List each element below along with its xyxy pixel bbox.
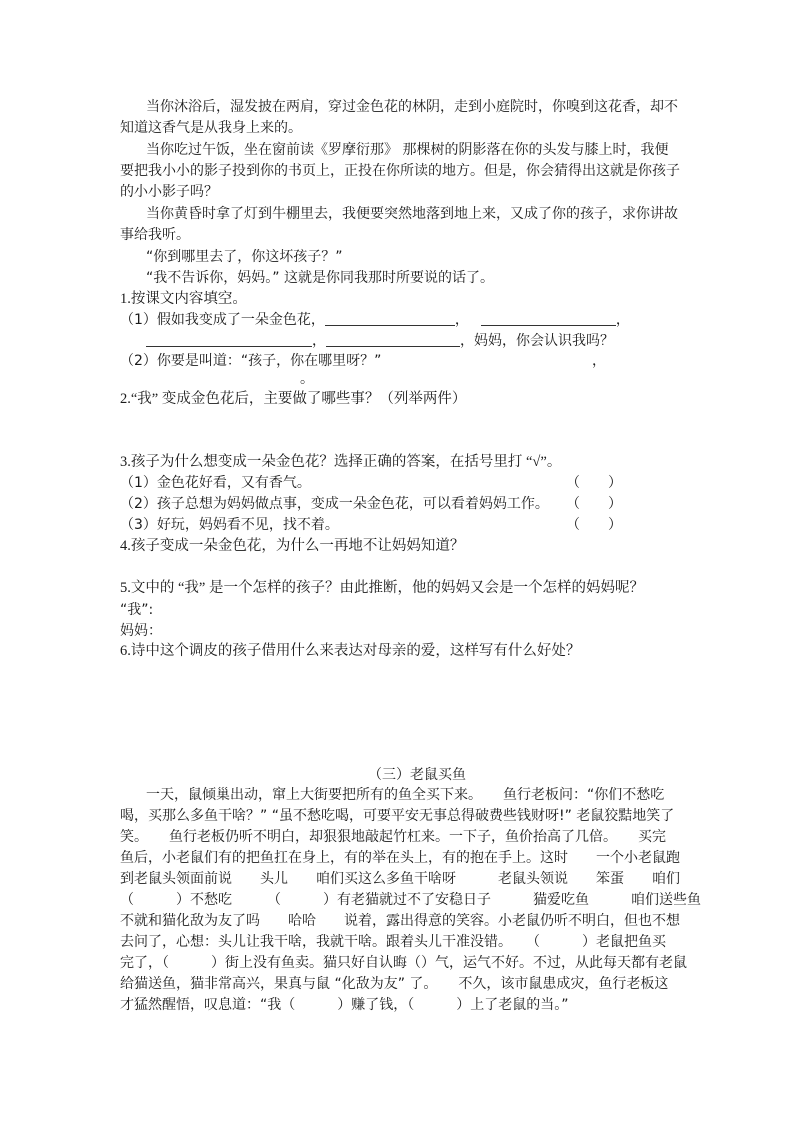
- q1-1-text: （1）假如我变成了一朵金色花，: [120, 312, 325, 328]
- option-1: （1）金色花好看，又有香气。: [120, 475, 311, 491]
- passage-line: 当你吃过午饭，坐在窗前读《罗摩衍那》 那棵树的阴影落在你的头发与膝上时，我便: [146, 142, 669, 158]
- question-5: 5.文中的 “我” 是一个怎样的孩子？由此推断，他的妈妈又会是一个怎样的妈妈呢？: [120, 580, 644, 596]
- story-title: （三）老鼠买鱼: [368, 767, 466, 783]
- question-5-me-label: “我”:: [120, 602, 154, 618]
- answer-blank[interactable]: [325, 311, 455, 326]
- passage-line: 当你黄昏时拿了灯到牛棚里去，我便要突然地落到地上来，又成了你的孩子，求你讲故: [146, 206, 678, 222]
- passage-line: 当你沐浴后，湿发披在两肩，穿过金色花的林阴，走到小庭院时，你嗅到这花香，却不: [146, 99, 678, 115]
- comma: ，: [615, 312, 630, 328]
- q1-2-text: （2）你要是叫道：“孩子，你在哪里呀？”: [120, 353, 382, 369]
- q1-1-end: ，妈妈，你会认识我吗？: [460, 333, 614, 349]
- option-3-bracket[interactable]: （ ）: [566, 517, 622, 533]
- question-1-2: [120, 351, 381, 371]
- answer-blank[interactable]: [481, 311, 616, 326]
- passage-line: 要把我小小的影子投到你的书页上，正投在你所读的地方。但是，你会猜得出这就是你孩子: [120, 163, 680, 179]
- story-line: 才猛然醒悟，叹息道：“我（ ）赚了钱，（ ）上了老鼠的当。”: [120, 997, 569, 1013]
- dialogue-line: “你到哪里去了，你这坏孩子？”: [146, 249, 343, 265]
- answer-blank[interactable]: [146, 332, 312, 347]
- story-line: （ ）不愁吃 （ ）有老猫就过不了安稳日子 猫爱吃鱼 咱们送些鱼: [120, 892, 701, 908]
- comma: ，: [592, 353, 606, 369]
- story-line: 完了，（ ）街上没有鱼卖。猫只好自认晦（）气，运气不好。不过，从此每天都有老鼠: [120, 955, 687, 971]
- comma: ，: [454, 312, 469, 328]
- story-line: 到老鼠头领面前说 头儿 咱们买这么多鱼干啥呀 老鼠头领说 笨蛋 咱们: [120, 871, 680, 887]
- question-2: 2.“我” 变成金色花后，主要做了哪些事？（列举两件）: [120, 391, 467, 407]
- passage-line: 知道这香气是从我身上来的。: [120, 120, 302, 136]
- passage-line: 事给我听。: [120, 227, 190, 243]
- story-line: 去问了，心想：头儿让我干啥，我就干啥。跟着头儿干准没错。 （ ）老鼠把鱼买: [120, 934, 666, 950]
- question-5-mom-label: 妈妈：: [120, 623, 162, 639]
- option-2: （2）孩子总想为妈妈做点事，变成一朵金色花，可以看着妈妈工作。: [120, 496, 549, 512]
- story-line: 笑。 鱼行老板仍听不明白，却狠狠地敲起竹杠来。一下子，鱼价抬高了几倍。 买完: [120, 829, 666, 845]
- option-1-bracket[interactable]: （ ）: [566, 475, 622, 491]
- story-line: 不就和猫化敌为友了吗 哈哈 说着，露出得意的笑容。小老鼠仍听不明白，但也不想: [120, 913, 680, 929]
- question-3: 3.孩子为什么想变成一朵金色花？选择正确的答案，在括号里打 “√”。: [120, 454, 562, 470]
- question-4: 4.孩子变成一朵金色花，为什么一再地不让妈妈知道？: [120, 538, 465, 554]
- comma: ，: [312, 333, 326, 349]
- question-1-1: [120, 310, 630, 330]
- story-line: 鱼后，小老鼠们有的把鱼扛在身上，有的举在头上，有的抱在手上。这时 一个小老鼠跑: [120, 850, 680, 866]
- dialogue-line: “我不告诉你，妈妈。” 这就是你同我那时所要说的话了。: [146, 270, 494, 286]
- question-1: 1.按课文内容填空。: [120, 291, 247, 307]
- answer-blank[interactable]: [326, 332, 460, 347]
- option-2-bracket[interactable]: （ ）: [566, 496, 622, 512]
- passage-line: 的小小影子吗？: [120, 184, 218, 200]
- full-stop: 。: [300, 371, 314, 387]
- story-line: 喝，买那么多鱼干啥？” “虽不愁吃喝，可要平安无事总得破费些钱财呀!” 老鼠狡黠地笑了: [120, 808, 675, 824]
- question-6: 6.诗中这个调皮的孩子借用什么来表达对母亲的爱，这样写有什么好处？: [120, 643, 581, 659]
- option-3: （3）好玩，妈妈看不见，找不着。: [120, 517, 339, 533]
- story-line: 给猫送鱼，猫非常高兴，果真与鼠 “化敌为友” 了。 不久，该市鼠患成灾，鱼行老板这: [120, 976, 669, 992]
- question-1-1-cont: [146, 331, 614, 351]
- story-line: 一天，鼠倾巢出动，窜上大街要把所有的鱼全买下来。 鱼行老板问：“你们不愁吃: [146, 787, 665, 803]
